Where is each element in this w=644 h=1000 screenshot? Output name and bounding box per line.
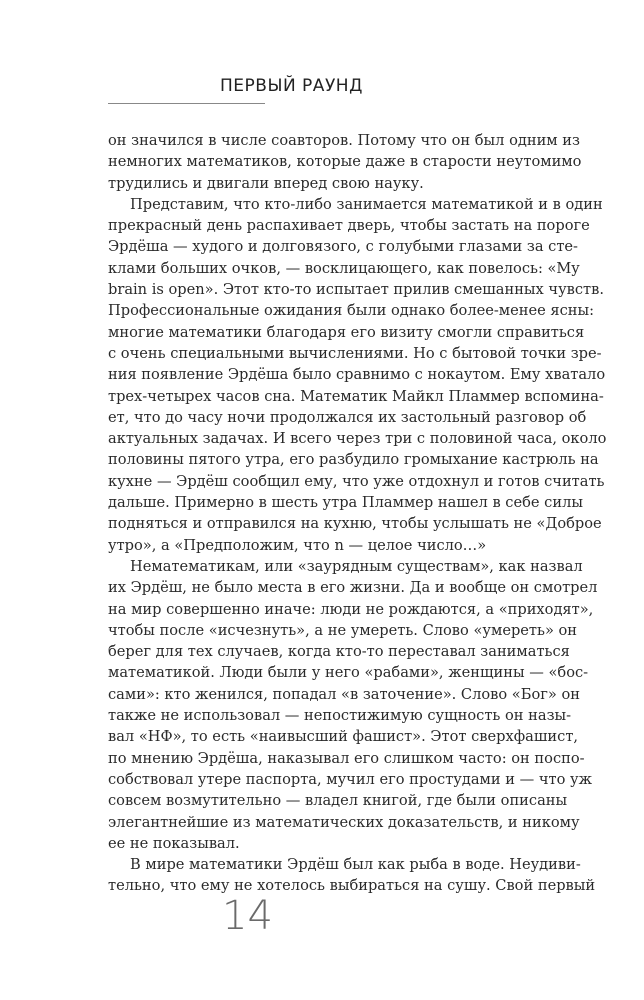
text-line: brain is open». Этот кто-то испытает прилив смешанных чувств. bbox=[108, 281, 604, 299]
text-line: клами больших очков, — восклицающего, как повелось: «My bbox=[108, 259, 580, 277]
text-line: В мире математики Эрдёш был как рыба в воде. Неудиви- bbox=[130, 856, 581, 874]
text-line: Эрдёша — худого и долговязого, с голубыми глазами за сте- bbox=[108, 238, 578, 256]
header-rule bbox=[108, 103, 265, 104]
text-line: по мнению Эрдёша, наказывал его слишком часто: он поспо- bbox=[108, 749, 585, 767]
running-head-title: ПЕРВЫЙ РАУНД bbox=[220, 76, 363, 96]
text-line: на мир совершенно иначе: люди не рождаются, а «приходят», bbox=[108, 600, 594, 618]
text-line: актуальных задачах. И всего через три с половиной часа, около bbox=[108, 430, 607, 448]
text-line: ния появление Эрдёша было сравнимо с нокаутом. Ему хватало bbox=[108, 366, 606, 384]
text-line: немногих математиков, которые даже в старости неутомимо bbox=[108, 153, 582, 171]
text-line: элегантнейшие из математических доказательств, и никому bbox=[108, 813, 580, 831]
text-line: трех-четырех часов сна. Математик Майкл Пламмер вспомина- bbox=[108, 387, 604, 405]
text-line: берег для тех случаев, когда кто-то переставал заниматься bbox=[108, 643, 570, 661]
paragraph-1 bbox=[108, 130, 582, 194]
text-line: прекрасный день распахивает дверь, чтобы застать на пороге bbox=[108, 217, 590, 235]
text-line: многие математики благодаря его визиту смогли справиться bbox=[108, 323, 585, 341]
paragraph-2 bbox=[108, 194, 607, 556]
text-line: их Эрдёш, не было места в его жизни. Да и вообще он смотрел bbox=[108, 579, 598, 597]
text-line: также не использовал — непостижимую сущность он назы- bbox=[108, 707, 572, 725]
text-line: тельно, что ему не хотелось выбираться на сушу. Свой первый bbox=[108, 877, 596, 895]
text-line: дальше. Примерно в шесть утра Пламмер нашел в себе силы bbox=[108, 494, 583, 512]
page-number: 14 bbox=[222, 893, 273, 939]
text-line: Нематематикам, или «заурядным существам», как назвал bbox=[130, 557, 583, 575]
text-line: с очень специальными вычислениями. Но с бытовой точки зре- bbox=[108, 344, 602, 362]
text-line: утро», а «Предположим, что n — целое число…» bbox=[108, 536, 487, 554]
text-line: собствовал утере паспорта, мучил его простудами и — что уж bbox=[108, 770, 593, 788]
text-line: подняться и отправился на кухню, чтобы услышать не «Доброе bbox=[108, 515, 602, 533]
text-line: он значился в числе соавторов. Потому что он был одним из bbox=[108, 132, 580, 149]
text-line: кухне — Эрдёш сообщил ему, что уже отдохнул и готов считать bbox=[108, 472, 605, 490]
text-line: совсем возмутительно — владел книгой, где были описаны bbox=[108, 792, 568, 810]
text-line: Профессиональные ожидания были однако более-менее ясны: bbox=[108, 302, 595, 320]
text-line: сами»: кто женился, попадал «в заточение». Слово «Бог» он bbox=[108, 685, 580, 703]
paragraph-3 bbox=[108, 556, 598, 854]
body-text bbox=[108, 130, 607, 897]
paragraph-4 bbox=[108, 854, 596, 897]
text-line: ет, что до часу ночи продолжался их застольный разговор об bbox=[108, 408, 587, 426]
text-line: ее не показывал. bbox=[108, 834, 240, 852]
text-line: вал «НФ», то есть «наивысший фашист». Этот сверхфашист, bbox=[108, 728, 579, 746]
text-line: Представим, что кто-либо занимается математикой и в один bbox=[130, 195, 603, 213]
text-line: трудились и двигали вперед свою науку. bbox=[108, 174, 424, 192]
text-line: чтобы после «исчезнуть», а не умереть. Слово «умереть» он bbox=[108, 621, 578, 639]
text-line: математикой. Люди были у него «рабами», женщины — «бос- bbox=[108, 664, 589, 682]
text-line: половины пятого утра, его разбудило громыхание кастрюль на bbox=[108, 451, 599, 469]
